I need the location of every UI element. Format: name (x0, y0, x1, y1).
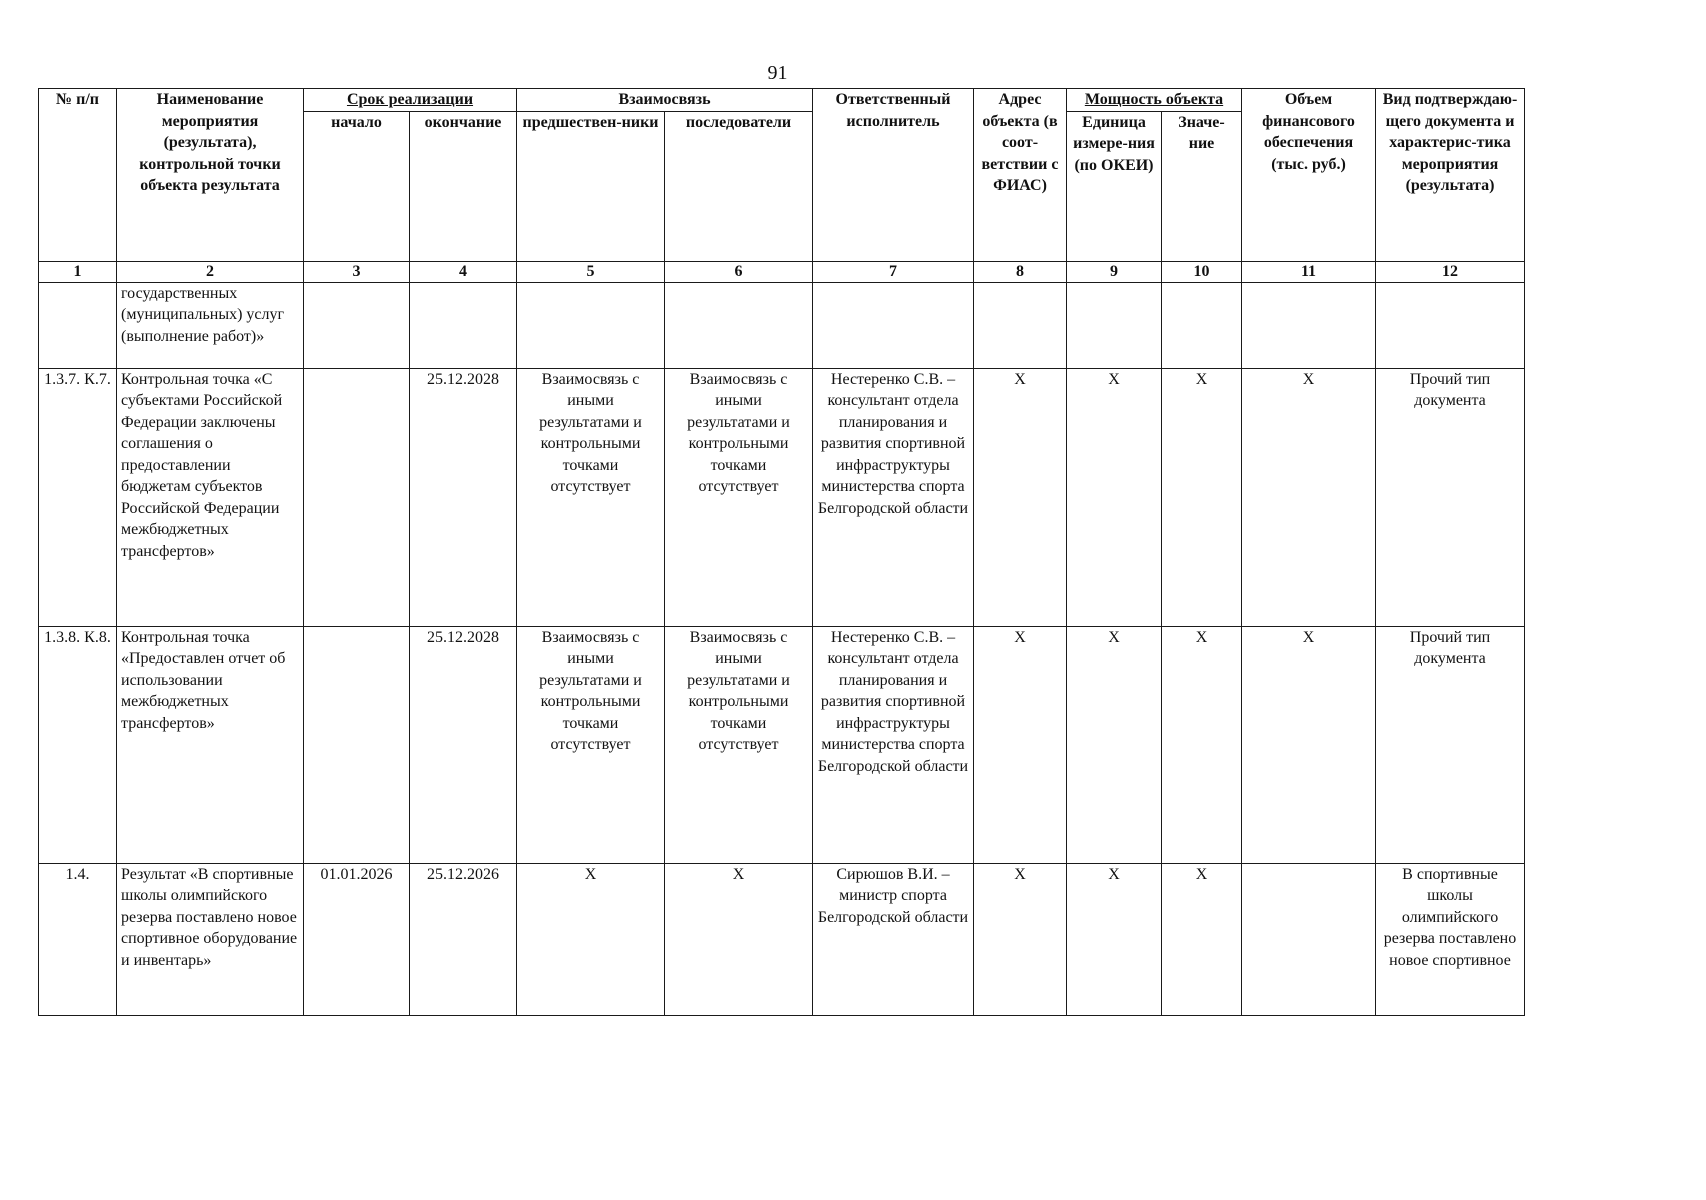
table-row (39, 863, 1525, 1015)
row-name: Контрольная точка «Предоставлен отчет об использовании межбюджетных трансфертов» (117, 626, 304, 863)
column-number: 11 (1242, 261, 1376, 282)
row-end: 25.12.2028 (410, 368, 517, 626)
row-otv: Сирюшов В.И. – министр спорта Белгородской области (813, 863, 974, 1015)
row-znach: X (1162, 368, 1242, 626)
row-ed: X (1067, 863, 1162, 1015)
header-ed: Единица измере-ния (по ОКЕИ) (1067, 111, 1162, 261)
row-number: 1.4. (39, 863, 117, 1015)
row-start: 01.01.2026 (304, 863, 410, 1015)
row-obem: X (1242, 626, 1376, 863)
column-number: 12 (1376, 261, 1525, 282)
row-otv (813, 282, 974, 368)
row-pred: Взаимосвязь с иными результатами и контрольными точками отсутствует (517, 626, 665, 863)
row-znach: X (1162, 626, 1242, 863)
row-vid: Прочий тип документа (1376, 626, 1525, 863)
row-vid: В спортивные школы олимпийского резерва поставлено новое спортивное (1376, 863, 1525, 1015)
row-otv: Нестеренко С.В. – консультант отдела планирования и развития спортивной инфраструктуры министерства спорта Белгородской области (813, 626, 974, 863)
header-name: Наименование мероприятия (результата), контрольной точки объекта результата (117, 89, 304, 262)
header-otv: Ответственный исполнитель (813, 89, 974, 262)
column-number: 3 (304, 261, 410, 282)
row-name: Контрольная точка «С субъектами Российской Федерации заключены соглашения о предоставлении бюджетам субъектов Российской Федерации межбюджетных трансфертов» (117, 368, 304, 626)
column-number: 9 (1067, 261, 1162, 282)
row-znach (1162, 282, 1242, 368)
row-end: 25.12.2026 (410, 863, 517, 1015)
row-pred: Взаимосвязь с иными результатами и контрольными точками отсутствует (517, 368, 665, 626)
row-pred (517, 282, 665, 368)
column-number: 4 (410, 261, 517, 282)
row-posl: Взаимосвязь с иными результатами и контрольными точками отсутствует (665, 368, 813, 626)
row-start (304, 368, 410, 626)
row-vid: Прочий тип документа (1376, 368, 1525, 626)
header-srok: Срок реализации (304, 89, 517, 112)
header-pred: предшествен-ники (517, 111, 665, 261)
row-obem: X (1242, 368, 1376, 626)
column-number: 6 (665, 261, 813, 282)
row-ed: X (1067, 368, 1162, 626)
row-name: государственных (муниципальных) услуг (выполнение работ)» (117, 282, 304, 368)
header-znach: Значе-ние (1162, 111, 1242, 261)
row-posl (665, 282, 813, 368)
row-adres: X (974, 863, 1067, 1015)
row-number: 1.3.7. К.7. (39, 368, 117, 626)
header-adres: Адрес объекта (в соот-ветствии с ФИАС) (974, 89, 1067, 262)
row-pred: X (517, 863, 665, 1015)
registry-table (38, 88, 1525, 1016)
column-number: 7 (813, 261, 974, 282)
header-vid: Вид подтверждаю-щего документа и характерис-тика мероприятия (результата) (1376, 89, 1525, 262)
column-number: 1 (39, 261, 117, 282)
row-ed: X (1067, 626, 1162, 863)
header-vzaim: Взаимосвязь (517, 89, 813, 112)
row-adres (974, 282, 1067, 368)
column-number: 10 (1162, 261, 1242, 282)
page-number: 91 (767, 62, 788, 84)
table-row (39, 626, 1525, 863)
header-moshch: Мощность объекта (1067, 89, 1242, 112)
row-posl: X (665, 863, 813, 1015)
header-number: № п/п (39, 89, 117, 262)
row-adres: X (974, 368, 1067, 626)
table-row (39, 368, 1525, 626)
row-number (39, 282, 117, 368)
column-number: 8 (974, 261, 1067, 282)
table-row (39, 282, 1525, 368)
row-obem (1242, 282, 1376, 368)
row-posl: Взаимосвязь с иными результатами и контрольными точками отсутствует (665, 626, 813, 863)
column-number: 5 (517, 261, 665, 282)
row-obem (1242, 863, 1376, 1015)
row-start (304, 626, 410, 863)
row-start (304, 282, 410, 368)
row-end (410, 282, 517, 368)
header-obem: Объем финансового обеспечения (тыс. руб.) (1242, 89, 1376, 262)
header-start: начало (304, 111, 410, 261)
row-ed (1067, 282, 1162, 368)
header-end: окончание (410, 111, 517, 261)
row-znach: X (1162, 863, 1242, 1015)
row-adres: X (974, 626, 1067, 863)
header-posl: последователи (665, 111, 813, 261)
row-end: 25.12.2028 (410, 626, 517, 863)
column-number: 2 (117, 261, 304, 282)
row-vid (1376, 282, 1525, 368)
row-name: Результат «В спортивные школы олимпийского резерва поставлено новое спортивное оборудование и инвентарь» (117, 863, 304, 1015)
row-number: 1.3.8. К.8. (39, 626, 117, 863)
row-otv: Нестеренко С.В. – консультант отдела планирования и развития спортивной инфраструктуры министерства спорта Белгородской области (813, 368, 974, 626)
